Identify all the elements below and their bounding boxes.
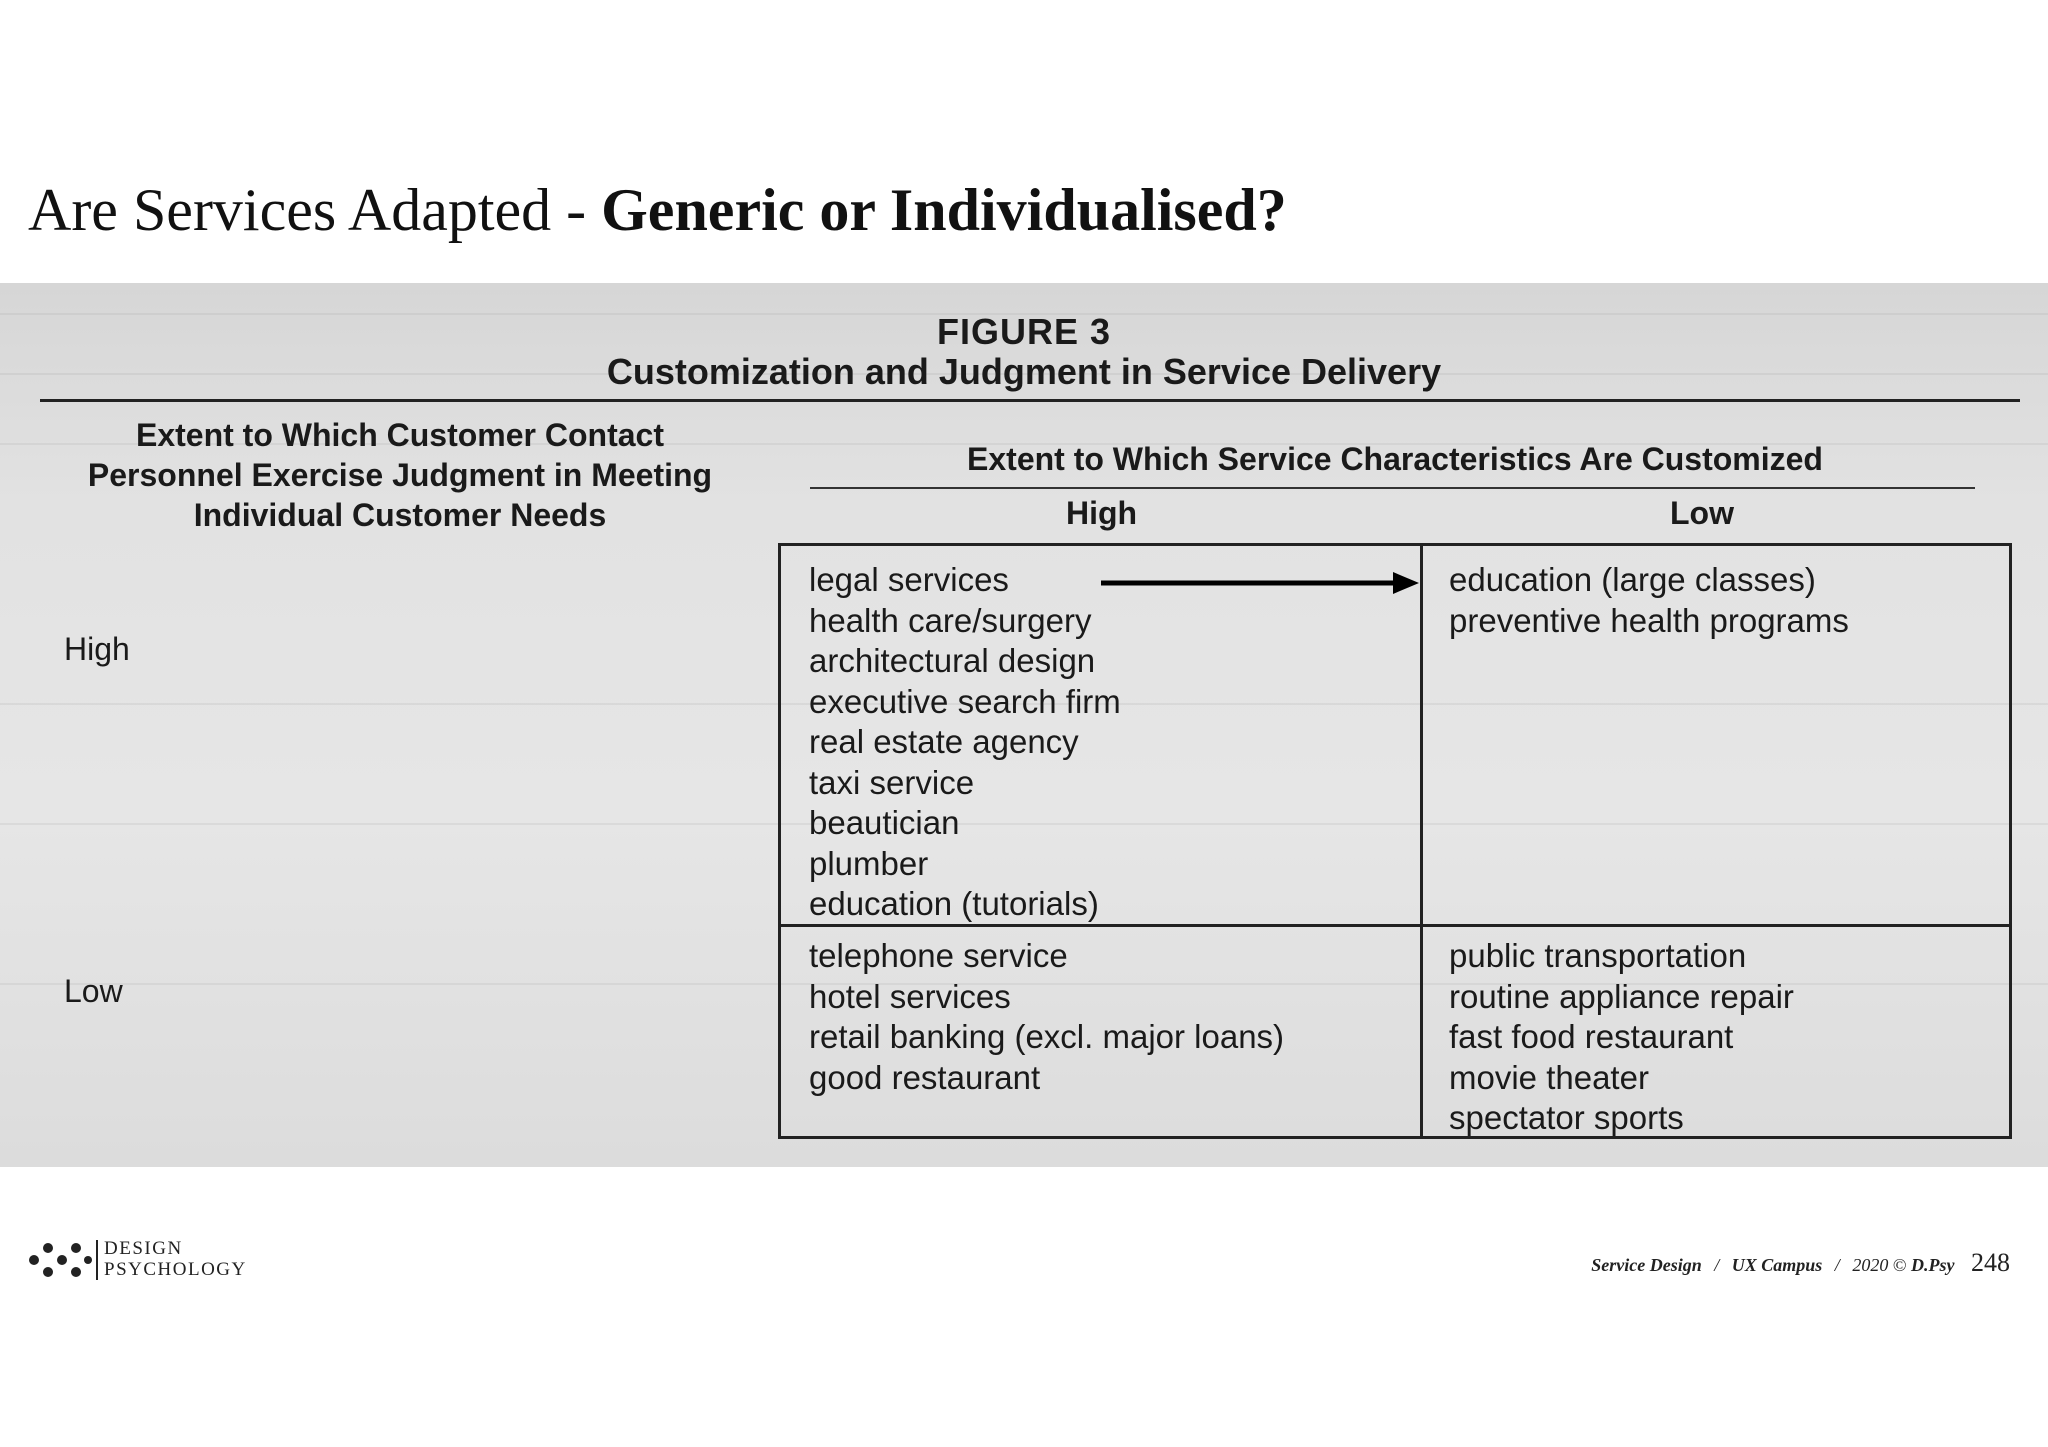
figure-photo [0,283,2048,1167]
column-label-high: High [1066,495,1138,531]
arrow-right-icon [1101,566,1421,600]
row-axis-header-line: Extent to Which Customer Contact [135,417,664,453]
logo-separator [96,1240,98,1280]
footer-year: 2020 [1852,1255,1889,1275]
service-item: fast food restaurant [1449,1018,1734,1055]
service-item: spectator sports [1449,1099,1684,1136]
footer-separator: / [1714,1255,1720,1275]
row-label-high: High [64,631,130,667]
logo-line: DESIGN [104,1238,183,1259]
service-item: routine appliance repair [1449,977,1794,1015]
service-item: telephone service [809,937,1068,974]
page-number: 248 [1971,1248,2010,1277]
slide-title [28,176,1287,245]
column-label-low: Low [1670,495,1734,531]
service-item: beautician [809,804,960,841]
cell-low-judgment-low-customization [1449,936,1794,1139]
footer-separator: / [1834,1255,1840,1275]
footer-platform: UX Campus [1731,1255,1823,1275]
row-label-low: Low [64,973,123,1009]
service-item: architectural design [809,642,1096,679]
service-item: education (large classes) [1449,561,1816,598]
column-axis-header: Extent to Which Service Characteristics Are Customized [967,441,1823,477]
footer-copyright: © [1892,1255,1907,1275]
service-item: real estate agency [809,723,1079,760]
dots-logo-icon [28,1238,92,1282]
cell-high-judgment-low-customization [1449,560,1849,641]
service-item: retail banking (excl. major loans) [809,1018,1285,1055]
title-plain: Are Services Adapted - [28,177,602,243]
service-item: health care/surgery [809,601,1092,639]
figure-caption: Customization and Judgment in Service Delivery [606,351,1442,392]
service-item: preventive health programs [1449,601,1849,639]
cell-low-judgment-high-customization [809,936,1284,1098]
service-item: hotel services [809,977,1011,1015]
row-axis-header-line: Individual Customer Needs [193,497,607,533]
logo-line: PSYCHOLOGY [104,1259,247,1280]
figure-number: FIGURE 3 [936,311,1112,352]
column-header-rule [810,487,1975,489]
footer-author: D.Psy [1911,1255,1955,1275]
service-item: taxi service [809,763,975,801]
footer-course: Service Design [1591,1255,1702,1275]
row-axis-header-line: Personnel Exercise Judgment in Meeting [87,457,713,493]
matrix-vertical-divider [1420,546,1423,1136]
service-matrix [778,543,2012,1139]
service-item: good restaurant [809,1058,1041,1096]
row-axis-header [30,415,770,535]
service-item: public transportation [1449,937,1747,974]
logo-text [104,1238,247,1280]
service-item: movie theater [1449,1058,1649,1096]
service-item: plumber [809,844,929,882]
title-bold: Generic or Individualised? [601,177,1287,243]
cell-high-judgment-high-customization [809,560,1121,925]
service-item: executive search firm [809,682,1121,720]
service-item: legal services [809,561,1009,598]
slide-footer [1591,1248,2010,1278]
service-item: education (tutorials) [809,885,1099,922]
figure-top-rule [40,399,2020,402]
